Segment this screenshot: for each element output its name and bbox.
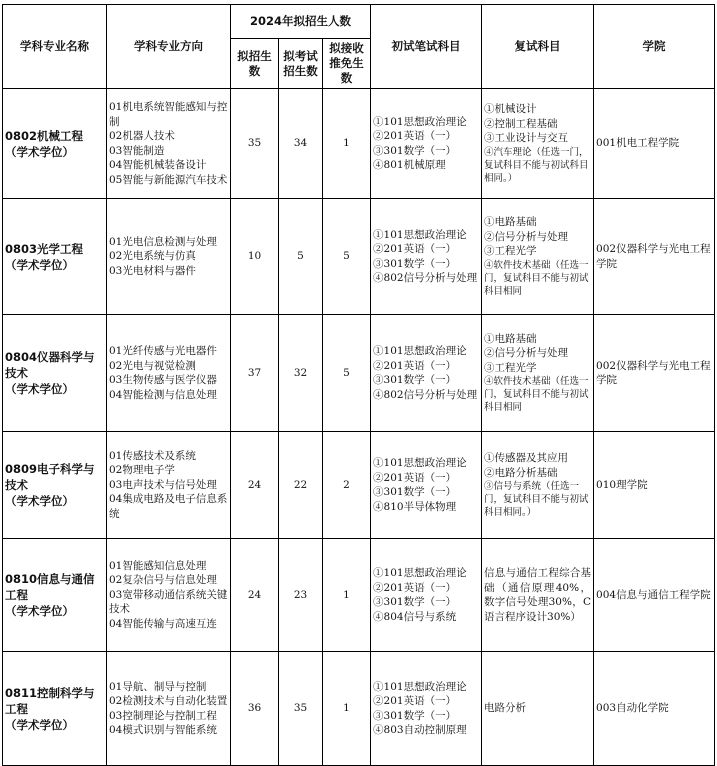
header-planned: 拟招生数 bbox=[231, 39, 279, 89]
major-name: 0809电子科学与技术 （学术学位） bbox=[3, 432, 107, 539]
header-school: 学院 bbox=[594, 5, 715, 89]
exam-count: 34 bbox=[279, 89, 323, 199]
planned-count: 36 bbox=[231, 652, 279, 766]
header-exempt: 拟接收推免生数 bbox=[323, 39, 371, 89]
retest-list: ①机械设计 ②控制工程基础 ③工业设计与交互 ④汽车理论（任选一门，复试科目不能与初试科目相同。） bbox=[482, 89, 594, 199]
header-retest: 复试科目 bbox=[482, 5, 594, 89]
exempt-count: 1 bbox=[323, 89, 371, 199]
planned-count: 24 bbox=[231, 432, 279, 539]
header-initial-exam: 初试笔试科目 bbox=[371, 5, 482, 89]
table-row bbox=[3, 89, 715, 199]
direction-list: 01机电系统智能感知与控制 02机器人技术 03智能制造 04智能机械装备设计 05智能与新能源汽车技术 bbox=[107, 89, 231, 199]
direction-list: 01传感技术及系统 02物理电子学 03电声技术与信号处理 04集成电路及电子信息系统 bbox=[107, 432, 231, 539]
initial-exam-list: ①101思想政治理论 ②201英语（一） ③301数学（一） ④801机械原理 bbox=[371, 89, 482, 199]
school-name: 002仪器科学与光电工程学院 bbox=[594, 315, 715, 432]
major-name: 0804仪器科学与技术 （学术学位） bbox=[3, 315, 107, 432]
exempt-count: 1 bbox=[323, 652, 371, 766]
table-row bbox=[3, 432, 715, 539]
initial-exam-list: ①101思想政治理论 ②201英语（一） ③301数学（一） ④802信号分析与处理 bbox=[371, 199, 482, 315]
school-name: 003自动化学院 bbox=[594, 652, 715, 766]
initial-exam-list: ①101思想政治理论 ②201英语（一） ③301数学（一） ④804信号与系统 bbox=[371, 539, 482, 652]
planned-count: 35 bbox=[231, 89, 279, 199]
exempt-count: 1 bbox=[323, 539, 371, 652]
table-row bbox=[3, 652, 715, 766]
table-row bbox=[3, 315, 715, 432]
major-name: 0802机械工程 （学术学位） bbox=[3, 89, 107, 199]
initial-exam-list: ①101思想政治理论 ②201英语（一） ③301数学（一） ④802信号分析与处理 bbox=[371, 315, 482, 432]
major-name: 0803光学工程 （学术学位） bbox=[3, 199, 107, 315]
exam-count: 22 bbox=[279, 432, 323, 539]
header-enrollment-group: 2024年拟招生人数 bbox=[231, 5, 371, 39]
direction-list: 01智能感知信息处理 02复杂信号与信息处理 03宽带移动通信系统关键技术 04智能传输与高速互连 bbox=[107, 539, 231, 652]
admissions-table bbox=[2, 4, 715, 766]
initial-exam-list: ①101思想政治理论 ②201英语（一） ③301数学（一） ④810半导体物理 bbox=[371, 432, 482, 539]
planned-count: 37 bbox=[231, 315, 279, 432]
school-name: 002仪器科学与光电工程学院 bbox=[594, 199, 715, 315]
exempt-count: 5 bbox=[323, 315, 371, 432]
school-name: 004信息与通信工程学院 bbox=[594, 539, 715, 652]
table-row bbox=[3, 539, 715, 652]
major-name: 0811控制科学与工程 （学术学位） bbox=[3, 652, 107, 766]
school-name: 001机电工程学院 bbox=[594, 89, 715, 199]
planned-count: 24 bbox=[231, 539, 279, 652]
header-exam: 拟考试招生数 bbox=[279, 39, 323, 89]
header-major-name: 学科专业名称 bbox=[3, 5, 107, 89]
initial-exam-list: ①101思想政治理论 ②201英语（一） ③301数学（一） ④803自动控制原理 bbox=[371, 652, 482, 766]
exam-count: 23 bbox=[279, 539, 323, 652]
direction-list: 01光纤传感与光电器件 02光电与视觉检测 03生物传感与医学仪器 04智能检测与信息处理 bbox=[107, 315, 231, 432]
header-direction: 学科专业方向 bbox=[107, 5, 231, 89]
table-row bbox=[3, 199, 715, 315]
exam-count: 5 bbox=[279, 199, 323, 315]
retest-list: ①电路基础 ②信号分析与处理 ③工程光学 ④软件技术基础（任选一门，复试科目不能与初试科目相同 bbox=[482, 315, 594, 432]
exempt-count: 2 bbox=[323, 432, 371, 539]
retest-list: 电路分析 bbox=[482, 652, 594, 766]
retest-list: ①电路基础 ②信号分析与处理 ③工程光学 ④软件技术基础（任选一门，复试科目不能与初试科目相同 bbox=[482, 199, 594, 315]
exempt-count: 5 bbox=[323, 199, 371, 315]
direction-list: 01导航、制导与控制 02检测技术与自动化装置 03控制理论与控制工程 04模式识别与智能系统 bbox=[107, 652, 231, 766]
retest-list: ①传感器及其应用 ②电路分析基础 ③信号与系统（任选一门，复试科目不能与初试科目相同。） bbox=[482, 432, 594, 539]
school-name: 010理学院 bbox=[594, 432, 715, 539]
retest-list: 信息与通信工程综合基础（通信原理40%，数字信号处理30%，C语言程序设计30%） bbox=[482, 539, 594, 652]
planned-count: 10 bbox=[231, 199, 279, 315]
exam-count: 32 bbox=[279, 315, 323, 432]
exam-count: 35 bbox=[279, 652, 323, 766]
direction-list: 01光电信息检测与处理 02光电系统与仿真 03光电材料与器件 bbox=[107, 199, 231, 315]
major-name: 0810信息与通信工程 （学术学位） bbox=[3, 539, 107, 652]
